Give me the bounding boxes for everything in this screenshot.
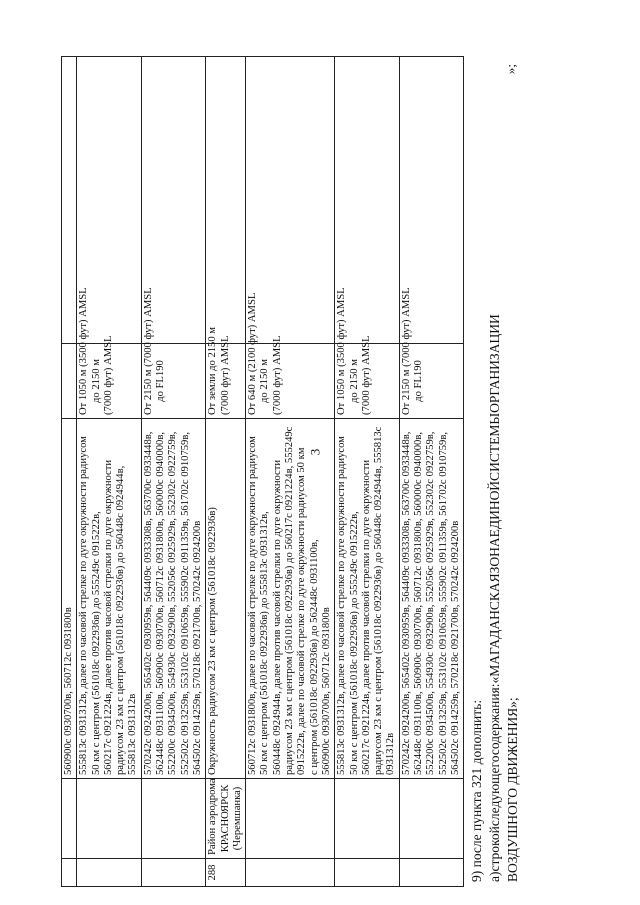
coordinate-line: 564502с 0914259в, 570218с 0921700в, 570242с 0924200в xyxy=(191,520,203,775)
boundary-coordinates-cell xyxy=(62,419,77,779)
amendment-word: следующего xyxy=(487,755,502,827)
altitude-line: до 2150 м xyxy=(348,359,360,403)
coordinate-line: 555813с 0931312в xyxy=(127,693,139,775)
altitude-line: (7000 фут) AMSL xyxy=(219,335,231,415)
amendment-word: «МАГАДАНСКАЯ xyxy=(487,573,502,684)
rotated-document-sheet xyxy=(0,52,618,892)
area-name-cell xyxy=(206,779,246,859)
amendment-word: а) xyxy=(487,871,502,882)
amendment-word: ЕДИНОЙ xyxy=(487,480,502,538)
coordinate-line: 50 км с центром (561018с 0922936в) до 555813с 0931312в, xyxy=(259,511,271,775)
area-name-cell xyxy=(77,779,141,859)
coordinate-line: с центром (561018с 0922936в) до 562448с 0931100в, xyxy=(308,539,320,775)
coordinate-line: 552200с 0934500в, 554930с 0932900в, 552056с 0925929в, 552302с 0922759в, xyxy=(425,431,437,775)
boundary-coordinates-cell xyxy=(206,419,246,779)
area-name-cell xyxy=(246,779,335,859)
coordinate-line: 564502с 0914259в, 570218с 0921700в, 570242с 0924200в xyxy=(449,520,461,775)
coordinate-line: 555813с 0931312в, далее по часовой стрелке по дуге окружности радиусом xyxy=(78,436,90,775)
coordinate-line: 552200с 0934500в, 554930с 0932900в, 552056с 0925929в, 552302с 0922759в, xyxy=(167,431,179,775)
altitude-limits-cell xyxy=(206,327,246,419)
area-name-cell xyxy=(399,779,463,859)
coordinate-line: радиусом 23 км с центром (561018с 0922936в) до 560448с 0924944в, xyxy=(115,465,127,775)
altitude-limits-cell xyxy=(62,344,77,419)
area-name-cell xyxy=(335,779,399,859)
amendment-item-line: 9) после пункта 321 дополнить: xyxy=(469,699,484,882)
amendment-word: СИСТЕМЫ xyxy=(487,412,502,481)
boundary-coordinates-cell xyxy=(141,419,205,779)
row-number-cell xyxy=(335,859,399,887)
coordinate-line: 562448с 0931100в, 560900с 0930700в, 560712с 0931800в, 560000с 0940000в, xyxy=(155,432,167,775)
empty-cell xyxy=(62,57,77,344)
altitude-line: до 2150 м xyxy=(90,359,102,403)
coordinate-line: 0931312в xyxy=(385,732,397,775)
coordinate-line: Окружность радиусом 23 км с центром (561018с 0922936в) xyxy=(207,507,219,775)
coordinate-line: радиусом 23 км с центром (561018с 0922936в) до 560217с 0921224в, 555249с xyxy=(284,426,296,775)
coordinate-line: 560448с 0924944в, далее против часовой стрелки по дуге окружности xyxy=(271,459,283,775)
coordinate-line: 552502с 0913259в, 553102с 0910659в, 555902с 0911359в, 561702с 0910759в, xyxy=(437,432,449,775)
altitude-line: От 1050 м (3500 фут) AMSL xyxy=(78,287,90,415)
altitude-limits-cell xyxy=(335,287,399,419)
altitude-line: От 640 м (2100 фут) AMSL xyxy=(247,292,259,415)
altitude-line: до 2150 м xyxy=(259,359,271,403)
coordinate-line: 570242с 0924200в, 565402с 0930959в, 564409с 0933308в, 563700с 0933448в, xyxy=(142,431,154,775)
row-number-cell xyxy=(62,859,77,887)
closing-quote-mark: »; xyxy=(503,64,518,75)
area-name-line: КРАСНОЯРСК xyxy=(219,784,231,853)
amendment-insert-line xyxy=(486,62,504,882)
boundary-coordinates-cell xyxy=(246,419,335,779)
altitude-limits-cell xyxy=(246,292,335,419)
altitude-limits-cell xyxy=(399,287,463,419)
area-name-line: (Черемшанка) xyxy=(231,786,243,851)
altitude-line: (7000 фут) AMSL xyxy=(102,335,114,415)
amendment-word: содержания: xyxy=(487,683,502,756)
altitude-line: до FL190 xyxy=(155,360,167,402)
row-number-cell xyxy=(399,859,463,887)
amendment-text xyxy=(468,62,522,882)
altitude-line: (7000 фут) AMSL xyxy=(360,335,372,415)
altitude-limits-cell xyxy=(77,287,141,419)
altitude-line: От 2150 м (7000 фут) AMSL xyxy=(142,287,154,415)
empty-cell xyxy=(206,57,246,344)
boundary-coordinates-cell xyxy=(77,419,141,779)
table-row xyxy=(206,57,246,887)
amendment-word: ЗОНА xyxy=(487,537,502,574)
coordinate-line: 50 км с центром (561018с 0922936в) до 555249с 0915222в, xyxy=(90,511,102,775)
row-number-cell: 288 xyxy=(206,859,246,887)
zone-name-continuation: ВОЗДУШНОГО ДВИЖЕНИЯ»; xyxy=(505,697,520,882)
table-row xyxy=(62,57,77,887)
coordinate-line: 0915222в, далее по часовой стрелке по дуге окружности радиусом 50 км xyxy=(296,447,308,775)
altitude-line: От 1050 м (3500 фут) AMSL xyxy=(336,287,348,415)
airspace-table-body xyxy=(62,57,464,887)
table-row xyxy=(335,57,399,887)
row-number-cell xyxy=(246,859,335,887)
coordinate-line: 570242с 0924200в, 565402с 0930959в, 564409с 0933308в, 563700с 0933448в, xyxy=(400,431,412,775)
coordinate-line: 560900с 0930700в, 560712с 0931800в xyxy=(63,607,74,775)
coordinate-line: 50 км с центром (561018с 0922936в) до 555249с 0915222в, xyxy=(348,511,360,775)
area-name-cell xyxy=(141,779,205,859)
row-number-cell xyxy=(77,859,141,887)
coordinate-line: 562448с 0931100в, 560900с 0930700в, 560712с 0931800в, 560000с 0940000в, xyxy=(413,432,425,775)
row-number-cell xyxy=(141,859,205,887)
coordinate-line: 560712с 0931800в, далее по часовой стрелке по дуге окружности радиусом xyxy=(247,436,259,775)
amendment-word: ОРГАНИЗАЦИИ xyxy=(487,314,502,413)
area-name-cell xyxy=(62,779,77,859)
table-row xyxy=(141,57,205,887)
altitude-line: От земли до 2150 м xyxy=(207,327,219,415)
altitude-line: до FL190 xyxy=(413,360,425,402)
altitude-line: (7000 фут) AMSL xyxy=(271,335,283,415)
amendment-word: строкой xyxy=(487,826,502,872)
coordinate-line: 552502с 0913259в, 553102с 0910659в, 555902с 0911359в, 561702с 0910759в, xyxy=(179,432,191,775)
boundary-coordinates-cell xyxy=(335,419,399,779)
empty-cell xyxy=(246,57,335,344)
boundary-coordinates-cell xyxy=(399,419,463,779)
table-row xyxy=(399,57,463,887)
area-name-line: Район аэродрома xyxy=(207,778,219,855)
coordinate-line: радиусом 23 км с центром (561018с 0922936в) до 560448с 0924944в, 555813с xyxy=(373,426,385,775)
coordinate-line: 560217с 0921224в, далее против часовой стрелки по дуге окружности xyxy=(102,459,114,775)
page-number: 3 xyxy=(307,448,323,456)
table-row xyxy=(77,57,141,887)
coordinate-line: 560900с 0930700в, 560712с 0931800в xyxy=(320,607,332,775)
airspace-table xyxy=(61,56,464,887)
coordinate-line: 560217с 0921224в, далее против часовой стрелки по дуге окружности xyxy=(360,459,372,775)
altitude-line: От 2150 м (7000 фут) AMSL xyxy=(400,287,412,415)
coordinate-line: 555813с 0931312в, далее по часовой стрелке по дуге окружности радиусом xyxy=(336,436,348,775)
table-row xyxy=(246,57,335,887)
altitude-limits-cell xyxy=(141,287,205,419)
